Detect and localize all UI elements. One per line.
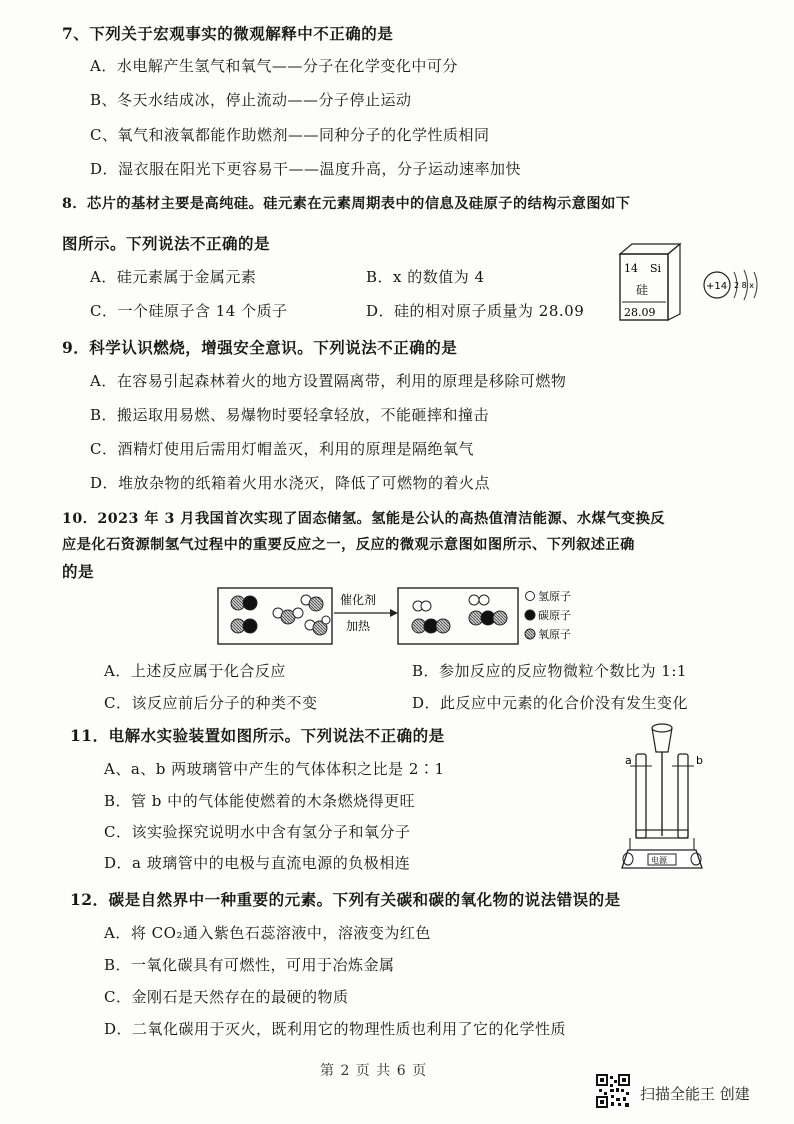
tube-label-b: b	[696, 754, 703, 767]
reaction-condition-heat: 加热	[346, 619, 371, 633]
q10-option-a: A．上述反应属于化合反应	[104, 662, 286, 680]
tile-mass: 28.09	[624, 306, 656, 319]
q11-option-c: C．该实验探究说明水中含有氢分子和氧分子	[104, 823, 411, 841]
q11-option-b: B．管 b 中的气体能使燃着的木条燃烧得更旺	[104, 792, 416, 810]
q10-option-b: B．参加反应的反应物微粒个数比为 1:1	[412, 662, 687, 680]
q7-option-b: B、冬天水结成冰，停止流动——分子停止运动	[90, 91, 412, 109]
q11-stem: 11．电解水实验装置如图所示。下列说法不正确的是	[70, 726, 445, 745]
q12-option-b: B．一氧化碳具有可燃性，可用于冶炼金属	[104, 956, 395, 974]
q7-option-c: C、氧气和液氧都能作助燃剂——同种分子的化学性质相同	[90, 126, 490, 144]
q12-option-c: C．金刚石是天然存在的最硬的物质	[104, 988, 349, 1006]
power-source-label: 电源	[651, 856, 667, 865]
q7-option-d: D．湿衣服在阳光下更容易干——温度升高，分子运动速率加快	[90, 160, 522, 178]
q8-option-c: C．一个硅原子含 14 个质子	[90, 302, 288, 320]
tile-atomic-number: 14	[624, 262, 638, 275]
q12-option-a: A．将 CO₂通入紫色石蕊溶液中，溶液变为红色	[104, 924, 431, 942]
q7-option-a: A．水电解产生氢气和氧气——分子在化学变化中可分	[90, 57, 458, 75]
tile-name: 硅	[636, 283, 649, 297]
q8-stem-line1: 8．芯片的基材主要是高纯硅。硅元素在元素周期表中的信息及硅原子的结构示意图如下	[62, 196, 631, 212]
tile-symbol: Si	[650, 262, 662, 275]
electrolysis-figure	[606, 718, 776, 876]
reaction-figure	[212, 582, 602, 650]
q9-option-a: A．在容易引起森林着火的地方设置隔离带，利用的原理是移除可燃物	[90, 372, 567, 390]
legend-hydrogen: 氢原子	[538, 590, 571, 603]
q8-option-a: A．硅元素属于金属元素	[90, 268, 257, 286]
q10-option-c: C．该反应前后分子的种类不变	[104, 694, 318, 712]
legend-carbon: 碳原子	[538, 609, 571, 622]
q9-option-b: B．搬运取用易燃、易爆物时要轻拿轻放，不能砸摔和撞击	[90, 406, 490, 424]
atom-shells: 2 8 x	[734, 281, 754, 290]
legend-oxygen: 氧原子	[538, 628, 571, 641]
silicon-figure	[610, 240, 775, 322]
q10-stem-line2: 应是化石资源制氢气过程中的重要反应之一，反应的微观示意图如图所示、下列叙述正确	[62, 537, 635, 553]
q9-option-c: C．酒精灯使用后需用灯帽盖灭，利用的原理是隔绝氧气	[90, 440, 474, 458]
atom-nucleus: +14	[706, 281, 728, 292]
q8-option-d: D．硅的相对原子质量为 28.09	[366, 302, 585, 320]
qr-code-icon	[596, 1074, 630, 1108]
scanner-watermark: 扫描全能王 创建	[640, 1085, 750, 1103]
q10-stem-line1: 10．2023 年 3 月我国首次实现了固态储氢。氢能是公认的高热值清洁能源、水煤气变换反	[62, 511, 665, 527]
page-number: 第 2 页 共 6 页	[320, 1063, 428, 1079]
q11-option-a: A、a、b 两玻璃管中产生的气体体积之比是 2∶1	[104, 760, 445, 778]
q12-option-d: D．二氧化碳用于灭火，既利用它的物理性质也利用了它的化学性质	[104, 1020, 567, 1038]
q10-option-d: D．此反应中元素的化合价没有发生变化	[412, 694, 689, 712]
q7-stem: 7、下列关于宏观事实的微观解释中不正确的是	[62, 24, 394, 43]
q8-option-b: B．x 的数值为 4	[366, 268, 485, 286]
q9-stem: 9．科学认识燃烧，增强安全意识。下列说法不正确的是	[62, 338, 458, 357]
q10-stem-line3: 的是	[62, 562, 95, 581]
q12-stem: 12．碳是自然界中一种重要的元素。下列有关碳和碳的氧化物的说法错误的是	[70, 890, 621, 909]
q11-option-d: D．a 玻璃管中的电极与直流电源的负极相连	[104, 854, 411, 872]
tube-label-a: a	[625, 754, 632, 767]
q9-option-d: D．堆放杂物的纸箱着火用水浇灭，降低了可燃物的着火点	[90, 474, 491, 492]
reaction-condition-catalyst: 催化剂	[340, 593, 377, 607]
q8-stem-line2: 图所示。下列说法不正确的是	[62, 234, 271, 253]
